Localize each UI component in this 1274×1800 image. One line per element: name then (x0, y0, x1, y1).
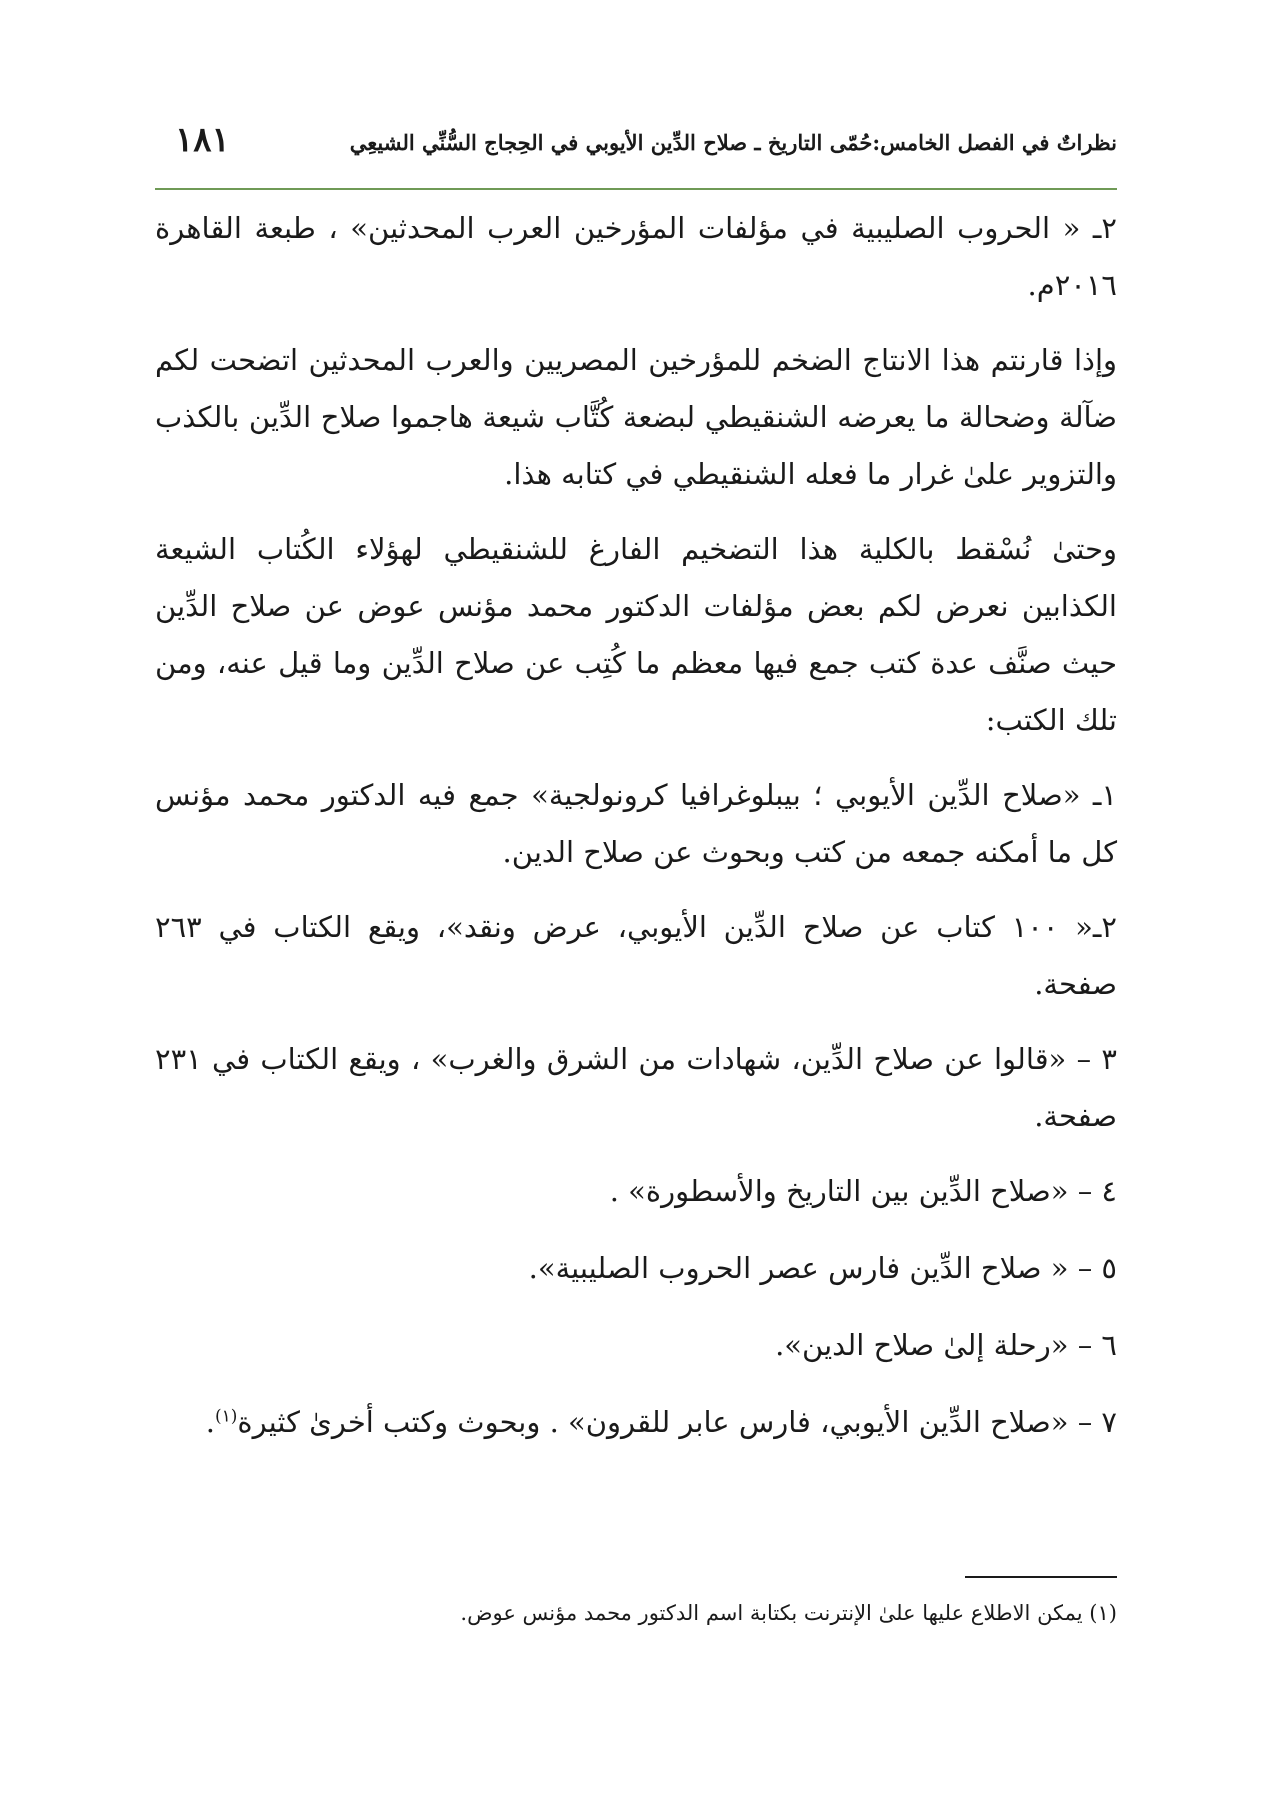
paragraph-book-2: ٢ـ « الحروب الصليبية في مؤلفات المؤرخين العرب المحدثين» ، طبعة القاهرة ٢٠١٦م. (155, 211, 1117, 302)
list-item-7-text: ٧ – «صلاح الدِّين الأيوبي، فارس عابر للقرون» . وبحوث وكتب أخرىٰ كثيرة (237, 1405, 1117, 1439)
list-item-3: ٣ – «قالوا عن صلاح الدِّين، شهادات من الشرق والغرب» ، ويقع الكتاب في ٢٣١ صفحة. (155, 1042, 1117, 1133)
header-divider (155, 188, 1117, 190)
list-item-4: ٤ – «صلاح الدِّين بين التاريخ والأسطورة» . (609, 1174, 1117, 1208)
list-item-7-period: . (205, 1405, 215, 1439)
paragraph-intro-books: وحتىٰ نُسْقط بالكلية هذا التضخيم الفارغ للشنقيطي لهؤلاء الكُتاب الشيعة الكذابين نعرض لكم بعض مؤلفات الدكتور محمد مؤنس عوض عن صلاح الدِّين حيث صنَّف عدة كتب جمع فيها معظم ما كُتِب عن صلاح الدِّين وما قيل عنه، ومن تلك الكتب: (155, 532, 1117, 737)
running-header (155, 118, 1117, 178)
list-item-1: ١ـ «صلاح الدِّين الأيوبي ؛ بيبلوغرافيا كرونولجية» جمع فيه الدكتور محمد مؤنس كل ما أمكنه جمعه من كتب وبحوث عن صلاح الدين. (155, 778, 1117, 869)
body-text (155, 200, 1117, 1469)
page-number: ١٨١ (175, 120, 230, 160)
header-title: نظراتٌ في الفصل الخامس:حُمّى التاريخ ـ صلاح الدِّين الأيوبي في الحِجاج السُّنِّي الشيعِي (349, 130, 1117, 155)
list-item-6: ٦ – «رحلة إلىٰ صلاح الدين». (775, 1328, 1117, 1362)
list-item-2: ٢ـ« ١٠٠ كتاب عن صلاح الدِّين الأيوبي، عرض ونقد»، ويقع الكتاب في ٢٦٣ صفحة. (155, 910, 1117, 1001)
paragraph-comparison: وإذا قارنتم هذا الانتاج الضخم للمؤرخين المصريين والعرب المحدثين اتضحت لكم ضآلة وضحالة ما يعرضه الشنقيطي لبضعة كُتَّاب شيعة هاجموا صلاح الدِّين بالكذب والتزوير علىٰ غرار ما فعله الشنقيطي في كتابه هذا. (155, 343, 1117, 491)
footnote-text: (١) يمكن الاطلاع عليها علىٰ الإنترنت بكتابة اسم الدكتور محمد مؤنس عوض. (460, 1601, 1117, 1625)
footnote-divider (965, 1576, 1117, 1578)
list-item-7 (155, 1394, 1117, 1451)
list-item-5: ٥ – « صلاح الدِّين فارس عصر الحروب الصليبية». (528, 1251, 1117, 1285)
footnote-reference[interactable]: (١) (214, 1406, 238, 1427)
